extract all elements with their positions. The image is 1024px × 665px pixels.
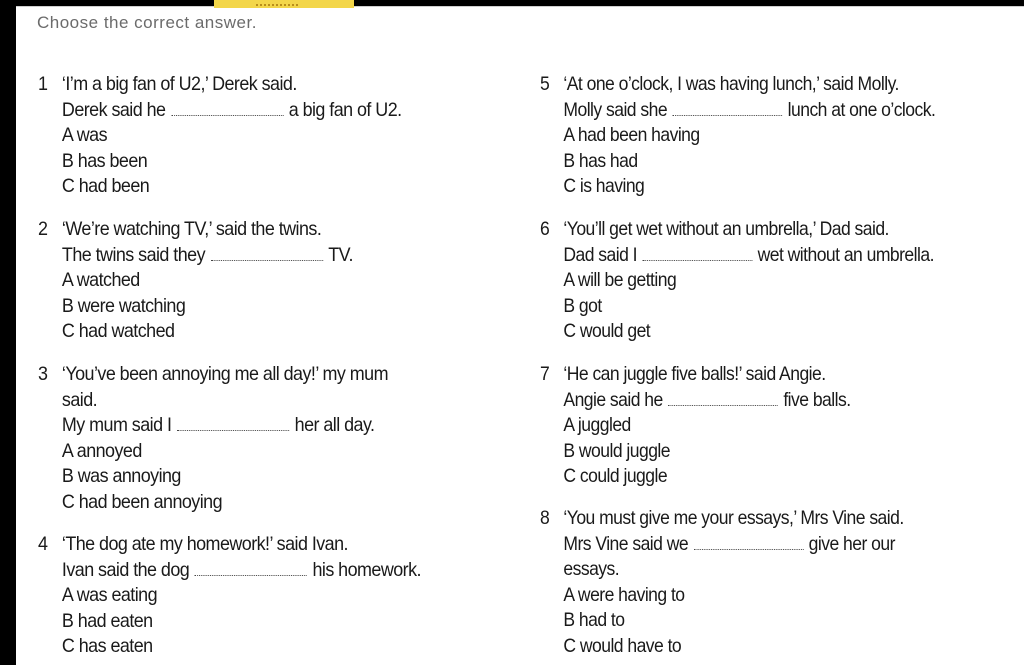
option-b[interactable]: B were watching — [61, 294, 186, 317]
question-number: 8 — [540, 507, 550, 529]
question-5 — [540, 72, 954, 200]
option-c[interactable]: C could juggle — [563, 465, 668, 487]
option-b[interactable]: B was annoying — [61, 465, 181, 487]
answer-blank[interactable] — [672, 103, 782, 116]
question-3 — [38, 362, 461, 515]
option-a[interactable]: A had been having — [563, 124, 700, 146]
answer-blank[interactable] — [642, 248, 752, 261]
question-quote: ‘You’ll get wet without an umbrella,’ Dad said. — [563, 218, 889, 240]
question-report: Derek said he a big fan of U2. — [61, 98, 402, 121]
answer-blank[interactable] — [693, 537, 803, 550]
option-b[interactable]: B got — [563, 294, 602, 317]
question-report: Angie said he five balls. — [563, 388, 851, 411]
answer-blank[interactable] — [177, 418, 289, 431]
question-report: My mum said I her all day. — [61, 414, 375, 436]
question-report: Mrs Vine said we give her our — [563, 532, 895, 555]
question-number: 5 — [540, 73, 550, 95]
option-c[interactable]: C would have to — [563, 634, 682, 657]
question-1 — [38, 72, 461, 200]
question-quote: ‘At one o’clock, I was having lunch,’ said Molly. — [563, 73, 899, 95]
question-quote-cont: said. — [61, 388, 98, 411]
option-a[interactable]: A was — [61, 124, 108, 146]
question-number: 3 — [38, 363, 48, 385]
question-8 — [540, 506, 954, 659]
question-quote: ‘He can juggle five balls!’ said Angie. — [563, 363, 826, 385]
question-report: The twins said they TV. — [61, 243, 353, 266]
question-quote: ‘The dog ate my homework!’ said Ivan. — [61, 533, 348, 555]
question-number: 7 — [540, 363, 550, 385]
option-a[interactable]: A annoyed — [61, 439, 142, 462]
option-c[interactable]: C is having — [563, 175, 645, 197]
option-b[interactable]: B had to — [563, 609, 625, 631]
question-quote: ‘We’re watching TV,’ said the twins. — [61, 218, 322, 240]
tape-squiggle — [256, 0, 298, 6]
question-quote: ‘You must give me your essays,’ Mrs Vine said. — [563, 507, 904, 529]
question-4 — [38, 532, 461, 660]
question-report: Ivan said the dog his homework. — [61, 558, 421, 581]
question-number: 4 — [38, 533, 48, 555]
answer-blank[interactable] — [211, 248, 323, 261]
question-2 — [38, 217, 461, 345]
question-number: 1 — [38, 73, 48, 95]
question-report: Dad said I wet without an umbrella. — [563, 243, 934, 266]
question-report: Molly said she lunch at one o’clock. — [563, 98, 936, 121]
option-a[interactable]: A watched — [61, 269, 140, 291]
answer-blank[interactable] — [171, 103, 283, 116]
option-b[interactable]: B had eaten — [61, 609, 153, 632]
option-c[interactable]: C has eaten — [61, 635, 153, 657]
option-a[interactable]: A will be getting — [563, 269, 677, 291]
option-c[interactable]: C had been — [61, 175, 150, 197]
option-a[interactable]: A juggled — [563, 414, 631, 436]
question-number: 6 — [540, 218, 550, 240]
option-b[interactable]: B would juggle — [563, 439, 670, 462]
answer-blank[interactable] — [195, 563, 307, 576]
question-report-cont: essays. — [563, 558, 620, 580]
option-a[interactable]: A were having to — [563, 583, 685, 606]
option-c[interactable]: C would get — [563, 320, 651, 342]
option-b[interactable]: B has had — [563, 149, 638, 172]
option-a[interactable]: A was eating — [61, 584, 158, 606]
answer-blank[interactable] — [668, 393, 778, 406]
option-b[interactable]: B has been — [61, 149, 148, 172]
option-c[interactable]: C had watched — [61, 320, 175, 342]
question-number: 2 — [38, 218, 48, 240]
question-6 — [540, 217, 954, 345]
question-7 — [540, 362, 954, 490]
question-quote: ‘You’ve been annoying me all day!’ my mum — [61, 363, 388, 385]
question-quote: ‘I’m a big fan of U2,’ Derek said. — [61, 73, 297, 95]
instruction-heading: Choose the correct answer. — [37, 13, 257, 32]
option-c[interactable]: C had been annoying — [61, 490, 223, 513]
